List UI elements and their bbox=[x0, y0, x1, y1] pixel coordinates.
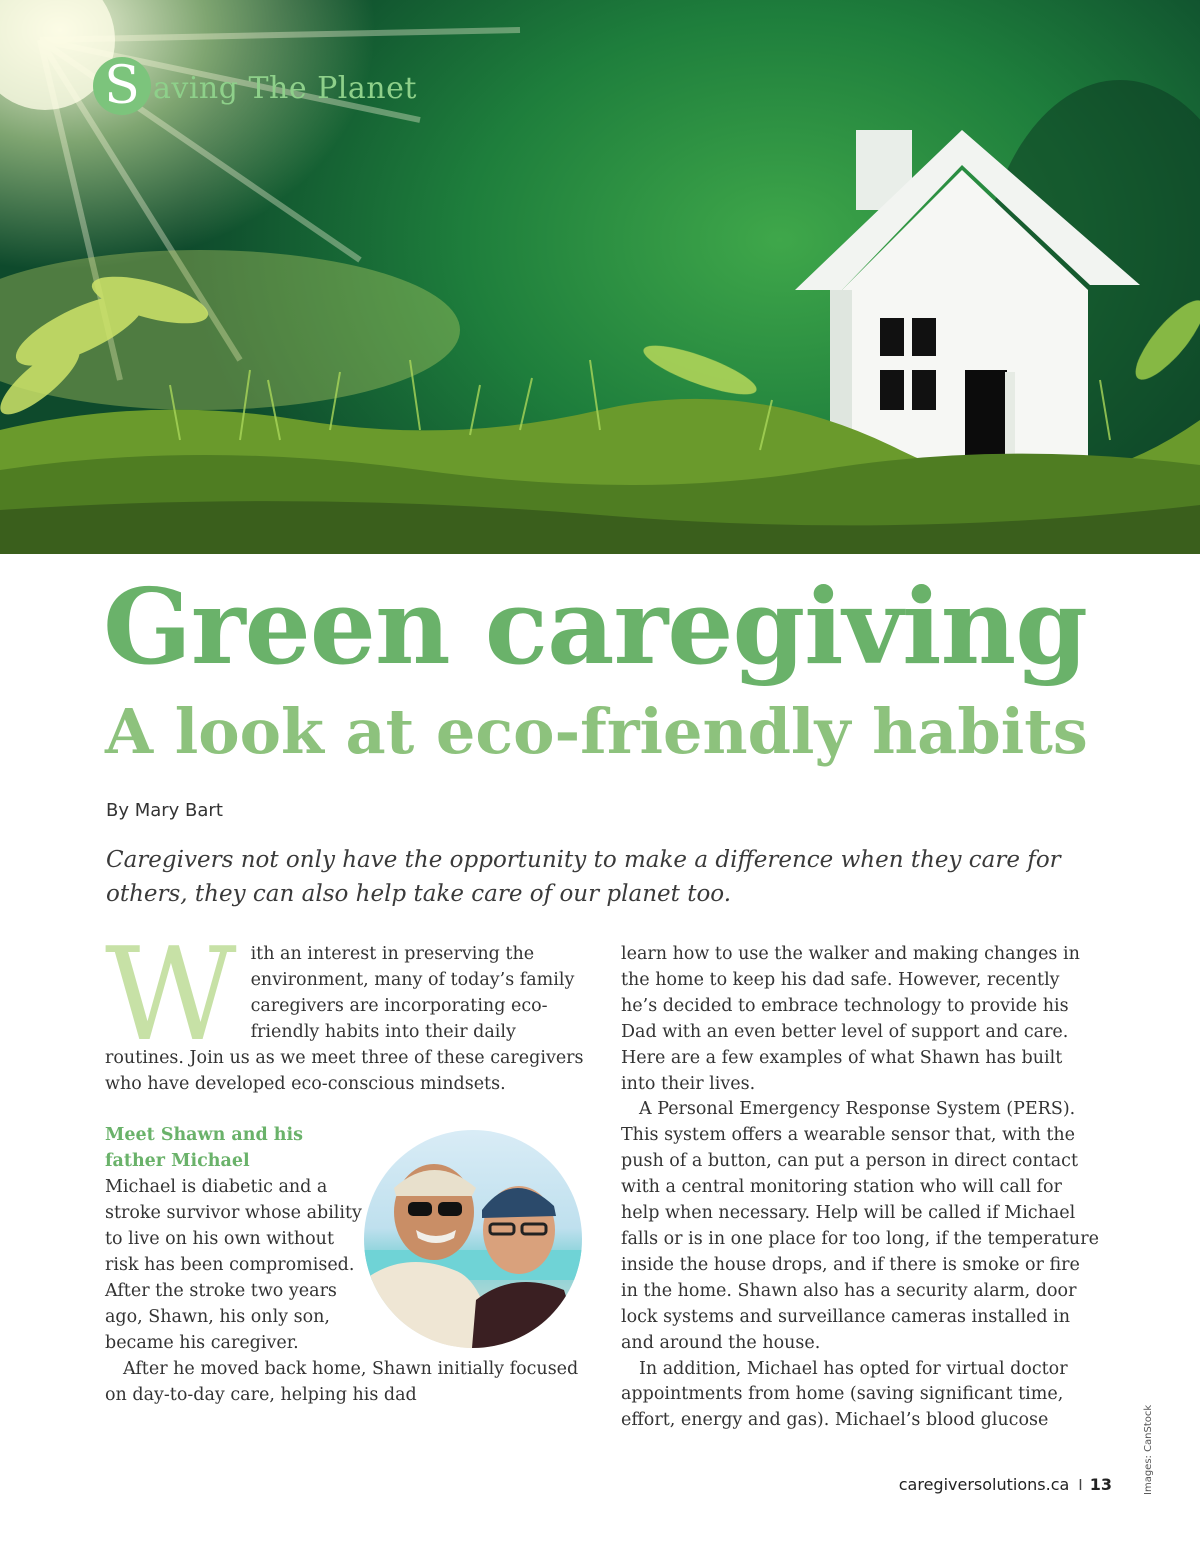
left-paragraph-2: After he moved back home, Shawn initially focused on day-to-day care, helping his dad bbox=[105, 1358, 579, 1405]
intro-paragraph bbox=[105, 921, 595, 1097]
section-initial-badge: S bbox=[93, 57, 151, 115]
intro-text: ith an interest in preserving the environment, many of today’s family caregivers are incorporating eco-friendly habits into their daily routines. Join us as we meet three of these caregivers who have developed eco-conscious mindsets. bbox=[105, 944, 584, 1094]
section-label-text: aving The Planet bbox=[153, 70, 417, 106]
right-paragraph-1: learn how to use the walker and making changes in the home to keep his dad safe. However, recently he’s decided to embrace technology to provide his Dad with an even better level of support and care. Here are a few examples of what Shawn has built into their lives. bbox=[621, 944, 1080, 1094]
page-number: 13 bbox=[1089, 1475, 1112, 1494]
hero-image bbox=[0, 0, 1200, 554]
right-paragraph-2: A Personal Emergency Response System (PERS). This system offers a wearable sensor that, with the push of a button, can put a person in direct contact with a central monitoring station who will call for help when necessary. Help will be called if Michael falls or is in one place for too long, if the temperature inside the house drops, and if there is smoke or fire in the home. Shawn also has a security alarm, door lock systems and surveillance cameras installed in and around the house. bbox=[621, 1099, 1099, 1353]
footer-website: caregiversolutions.ca bbox=[898, 1475, 1070, 1494]
shawn-michael-photo bbox=[364, 1130, 582, 1348]
byline: By Mary Bart bbox=[106, 800, 223, 821]
drop-cap: W bbox=[105, 921, 237, 1070]
left-paragraph-1: Michael is diabetic and a stroke survivor whose ability to live on his own without risk has been compromised. After the stroke two years ago, Shawn, his only son, became his caregiver. bbox=[105, 1177, 362, 1353]
right-paragraph-3: In addition, Michael has opted for virtual doctor appointments from home (saving significant time, effort, energy and gas). Michael’s blood glucose bbox=[621, 1358, 1068, 1431]
page-footer bbox=[899, 1475, 1112, 1494]
article-subtitle: A look at eco-friendly habits bbox=[105, 695, 1088, 768]
article-dek: Caregivers not only have the opportunity to make a difference when they care for others, they can also help take care of our planet too. bbox=[106, 847, 1061, 907]
article-title: Green caregiving bbox=[103, 565, 1087, 688]
section-subhead: Meet Shawn and his father Michael bbox=[105, 1125, 304, 1172]
image-credit: Images: CanStock bbox=[1143, 1404, 1154, 1495]
section-label bbox=[93, 57, 417, 115]
profile-block bbox=[105, 1123, 365, 1356]
column-right bbox=[621, 942, 1101, 1434]
footer-separator: I bbox=[1078, 1475, 1083, 1494]
